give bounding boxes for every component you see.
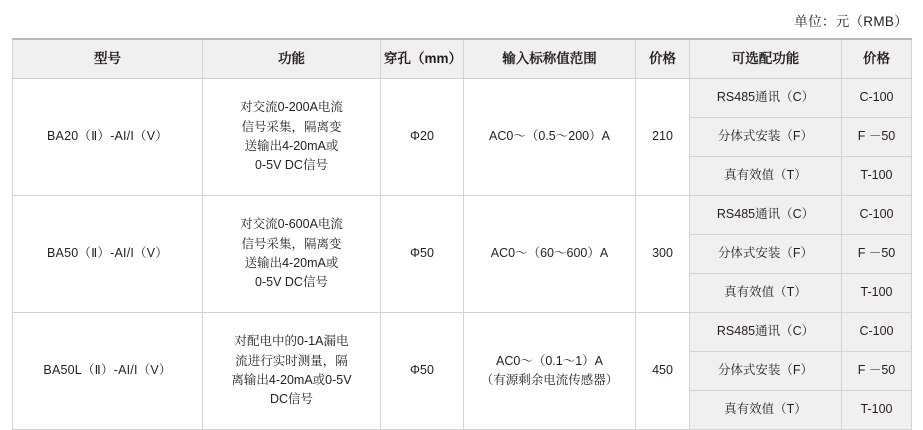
cell-option-price: C-100 [842, 313, 912, 352]
function-line: 送输出4-20mA或 [244, 139, 339, 153]
cell-function [203, 196, 381, 313]
function-line: 0-5V DC信号 [255, 275, 328, 290]
cell-hole: Φ50 [381, 196, 464, 313]
table-row [13, 313, 912, 352]
column-header-function: 功能 [203, 39, 381, 79]
cell-input-range [464, 79, 636, 196]
cell-option-price: F －50 [842, 352, 912, 391]
range-line: （有源剩余电流传感器） [480, 373, 619, 387]
function-line: 流进行实时测量，隔 [235, 353, 348, 368]
cell-price: 210 [636, 79, 690, 196]
column-header-optional-price: 价格 [842, 39, 912, 79]
cell-model: BA50（Ⅱ）-AI/I（V） [13, 196, 203, 313]
function-line: 0-5V DC信号 [255, 158, 328, 173]
column-header-input-range: 输入标称值范围 [464, 39, 636, 79]
table-row [13, 79, 912, 118]
range-line: AC0～（0.5～200）A [489, 129, 610, 144]
cell-option-label: 真有效值（T） [690, 391, 842, 430]
table-body [13, 79, 912, 430]
table-header [13, 39, 912, 79]
cell-option-label: 分体式安装（F） [690, 118, 842, 157]
column-header-price: 价格 [636, 39, 690, 79]
cell-option-label: 分体式安装（F） [690, 235, 842, 274]
cell-function [203, 79, 381, 196]
header-row [13, 39, 912, 79]
function-line: 信号采集，隔离变 [241, 119, 342, 134]
table-row [13, 196, 912, 235]
cell-option-price: C-100 [842, 196, 912, 235]
column-header-hole: 穿孔（mm） [381, 39, 464, 79]
cell-option-label: RS485通讯（C） [690, 196, 842, 235]
cell-option-price: F －50 [842, 118, 912, 157]
function-line: 对配电中的0-1A漏电 [234, 334, 349, 349]
cell-function [203, 313, 381, 430]
function-line: DC信号 [269, 392, 314, 407]
cell-model: BA50L（Ⅱ）-AI/I（V） [13, 313, 203, 430]
cell-option-price: C-100 [842, 79, 912, 118]
column-header-model: 型号 [13, 39, 203, 79]
cell-input-range [464, 313, 636, 430]
cell-input-range [464, 196, 636, 313]
function-line: 离输出4-20mA或0-5V [231, 373, 352, 387]
range-line: AC0～（0.1～1）A [496, 353, 603, 368]
cell-option-price: F －50 [842, 235, 912, 274]
cell-option-price: T-100 [842, 157, 912, 196]
specification-table [12, 38, 912, 430]
cell-price: 300 [636, 196, 690, 313]
cell-model: BA20（Ⅱ）-AI/I（V） [13, 79, 203, 196]
function-line: 送输出4-20mA或 [244, 256, 339, 270]
cell-option-label: RS485通讯（C） [690, 79, 842, 118]
cell-hole: Φ50 [381, 313, 464, 430]
cell-option-label: RS485通讯（C） [690, 313, 842, 352]
function-line: 信号采集，隔离变 [241, 236, 342, 251]
range-line: AC0～（60～600）A [490, 246, 609, 261]
cell-option-label: 真有效值（T） [690, 274, 842, 313]
cell-option-price: T-100 [842, 391, 912, 430]
cell-price: 450 [636, 313, 690, 430]
cell-option-label: 真有效值（T） [690, 157, 842, 196]
function-line: 对交流0-200A电流 [240, 100, 343, 115]
column-header-optional-function: 可选配功能 [690, 39, 842, 79]
cell-option-label: 分体式安装（F） [690, 352, 842, 391]
function-line: 对交流0-600A电流 [240, 217, 343, 232]
cell-option-price: T-100 [842, 274, 912, 313]
unit-note: 单位：元（RMB） [794, 14, 908, 29]
cell-hole: Φ20 [381, 79, 464, 196]
